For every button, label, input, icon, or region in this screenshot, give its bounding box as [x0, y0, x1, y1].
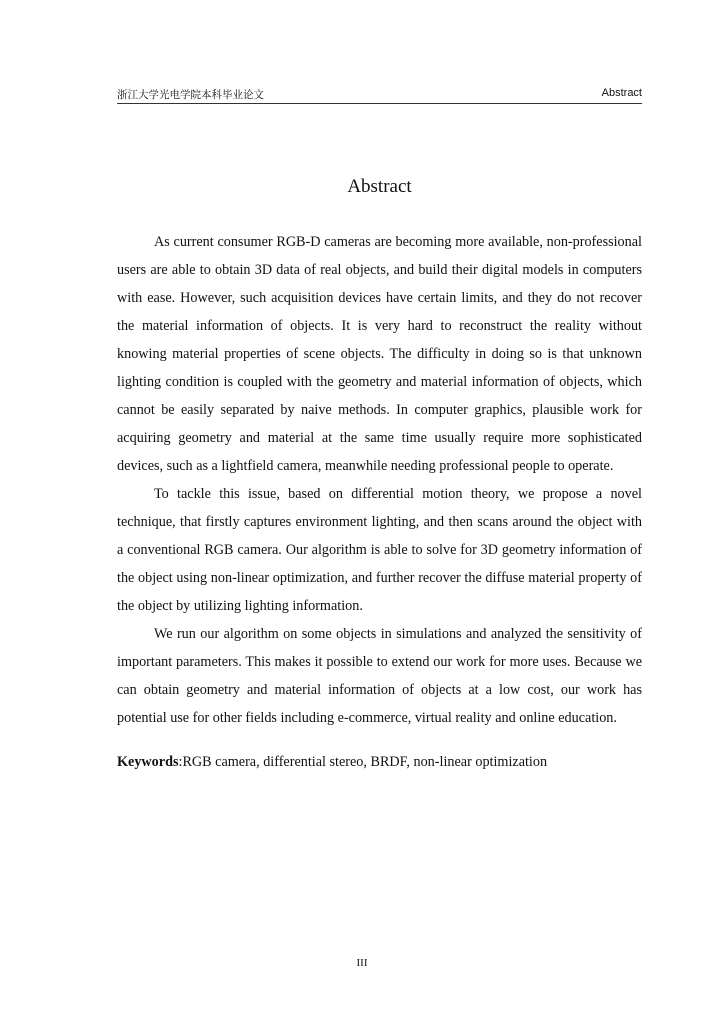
abstract-body: [117, 228, 642, 732]
header-thesis-title: 浙江大学光电学院本科毕业论文: [117, 89, 264, 101]
keywords-text: RGB camera, differential stereo, BRDF, non-linear optimization: [182, 754, 548, 770]
abstract-paragraph: As current consumer RGB-D cameras are becoming more available, non-professional users are able to obtain 3D data of real objects, and build their digital models in computers with ease. However, such acquisition devices have certain limits, and they do not recover the material information of objects. It is very hard to reconstruct the reality without knowing material properties of scene objects. The difficulty in doing so is that unknown lighting condition is coupled with the geometry and material information of objects, which cannot be easily separated by naive methods. In computer graphics, plausible work for acquiring geometry and material at the same time usually require more sophisticated devices, such as a lightfield camera, meanwhile needing professional people to operate.: [117, 234, 642, 474]
abstract-paragraph: To tackle this issue, based on differential motion theory, we propose a novel technique, that firstly captures environment lighting, and then scans around the object with a conventional RGB camera. Our algorithm is able to solve for 3D geometry information of the object using non-linear optimization, and further recover the diffuse material property of the object by utilizing lighting information.: [117, 486, 642, 614]
running-header: [117, 83, 642, 104]
keywords-label: Keywords: [117, 754, 179, 770]
abstract-paragraph: We run our algorithm on some objects in simulations and analyzed the sensitivity of important parameters. This makes it possible to extend our work for more uses. Because we can obtain geometry and material information of objects at a low cost, our work has potential use for other fields including e-commerce, virtual reality and online education.: [117, 626, 642, 726]
keywords-separator: :: [178, 754, 183, 770]
header-section-name: Abstract: [601, 87, 642, 99]
keywords-line: [117, 748, 642, 776]
page-number: III: [356, 957, 368, 969]
page-title: Abstract: [347, 176, 412, 197]
